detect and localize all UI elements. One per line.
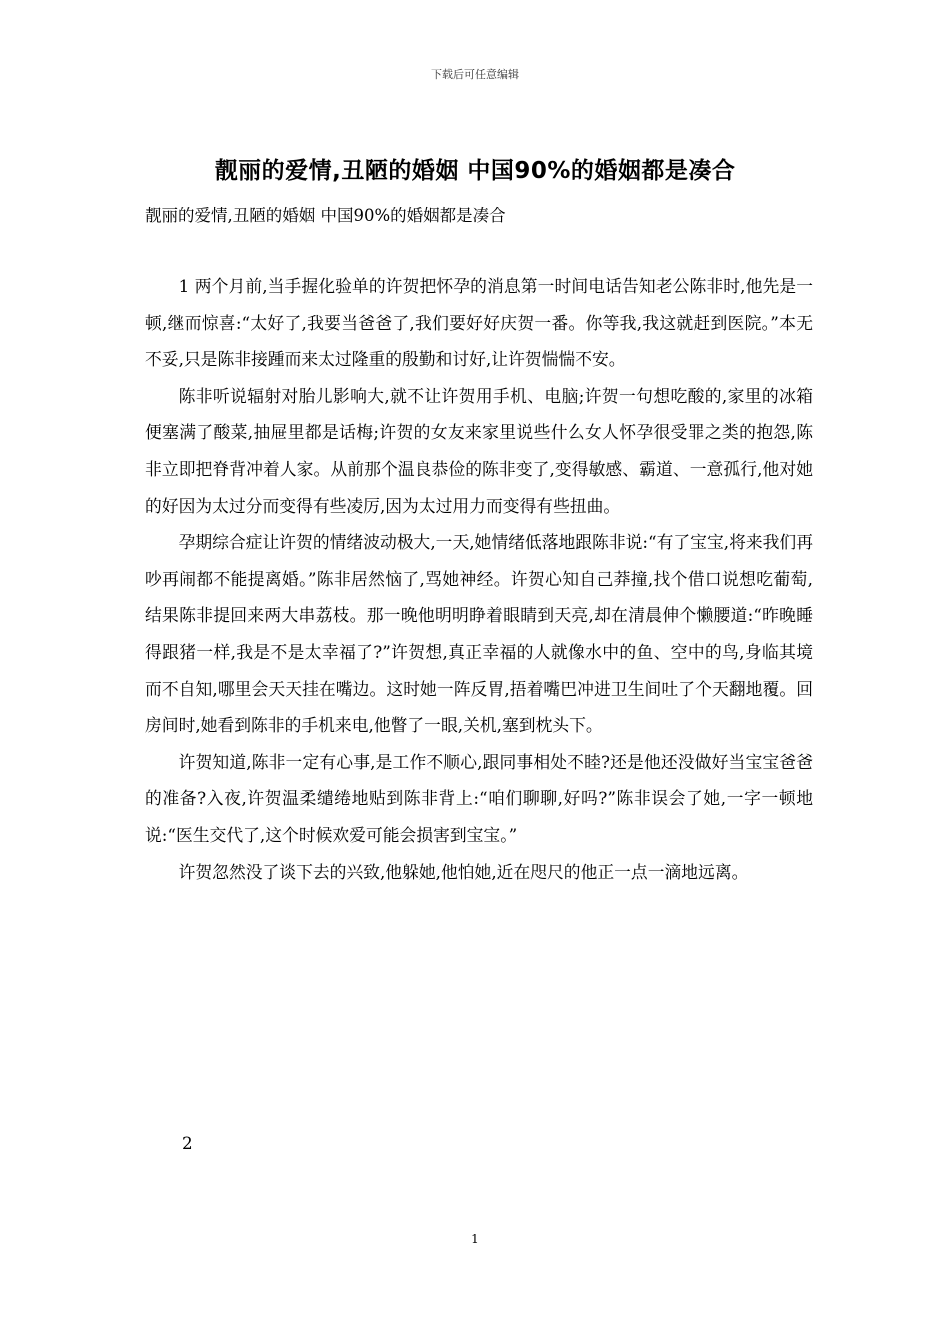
paragraph-2: 陈非听说辐射对胎儿影响大,就不让许贺用手机、电脑;许贺一句想吃酸的,家里的冰箱便塞满了酸菜,抽屉里都是话梅;许贺的女友来家里说些什么女人怀孕很受罪之类的抱怨,陈非立即把脊背冲着人家。从前那个温良恭俭的陈非变了,变得敏感、霸道、一意孤行,他对她的好因为太过分而变得有些凌厉,因为太过用力而变得有些扭曲。 [145,385,813,516]
paragraph-5: 许贺忽然没了谈下去的兴致,他躲她,他怕她,近在咫尺的他正一点一滴地远离。 [178,861,749,882]
page-number: 1 [471,1232,479,1246]
paragraph-4: 许贺知道,陈非一定有心事,是工作不顺心,跟同事相处不睦?还是他还没做好当宝宝爸爸的准备?入夜,许贺温柔缱绻地贴到陈非背上:“咱们聊聊,好吗?”陈非误会了她,一字一顿地说:“医生交代了,这个时候欢爱可能会损害到宝宝。” [145,751,813,845]
document-body [145,268,813,890]
paragraph-3: 孕期综合症让许贺的情绪波动极大,一天,她情绪低落地跟陈非说:“有了宝宝,将来我们再吵再闹都不能提离婚。”陈非居然恼了,骂她神经。许贺心知自己莽撞,找个借口说想吃葡萄,结果陈非提回来两大串荔枝。那一晚他明明睁着眼睛到天亮,却在清晨伸个懒腰道:“昨晚睡得跟猪一样,我是不是太幸福了?”许贺想,真正幸福的人就像水中的鱼、空中的鸟,身临其境而不自知,哪里会天天挂在嘴边。这时她一阵反胃,捂着嘴巴冲进卫生间吐了个天翻地覆。回房间时,她看到陈非的手机来电,他瞥了一眼,关机,塞到枕头下。 [145,532,813,736]
document-title: 靓丽的爱情,丑陋的婚姻 中国90%的婚姻都是凑合 [214,158,736,184]
document-subtitle: 靓丽的爱情,丑陋的婚姻 中国90%的婚姻都是凑合 [145,206,506,225]
page-header-note: 下载后可任意编辑 [431,68,519,81]
paragraph-1: 1 两个月前,当手握化验单的许贺把怀孕的消息第一时间电话告知老公陈非时,他先是一顿,继而惊喜:“太好了,我要当爸爸了,我们要好好庆贺一番。你等我,我这就赶到医院。”本无不妥,只是陈非接踵而来太过隆重的殷勤和讨好,让许贺惴惴不安。 [145,276,813,370]
section-number: 2 [182,1133,193,1153]
